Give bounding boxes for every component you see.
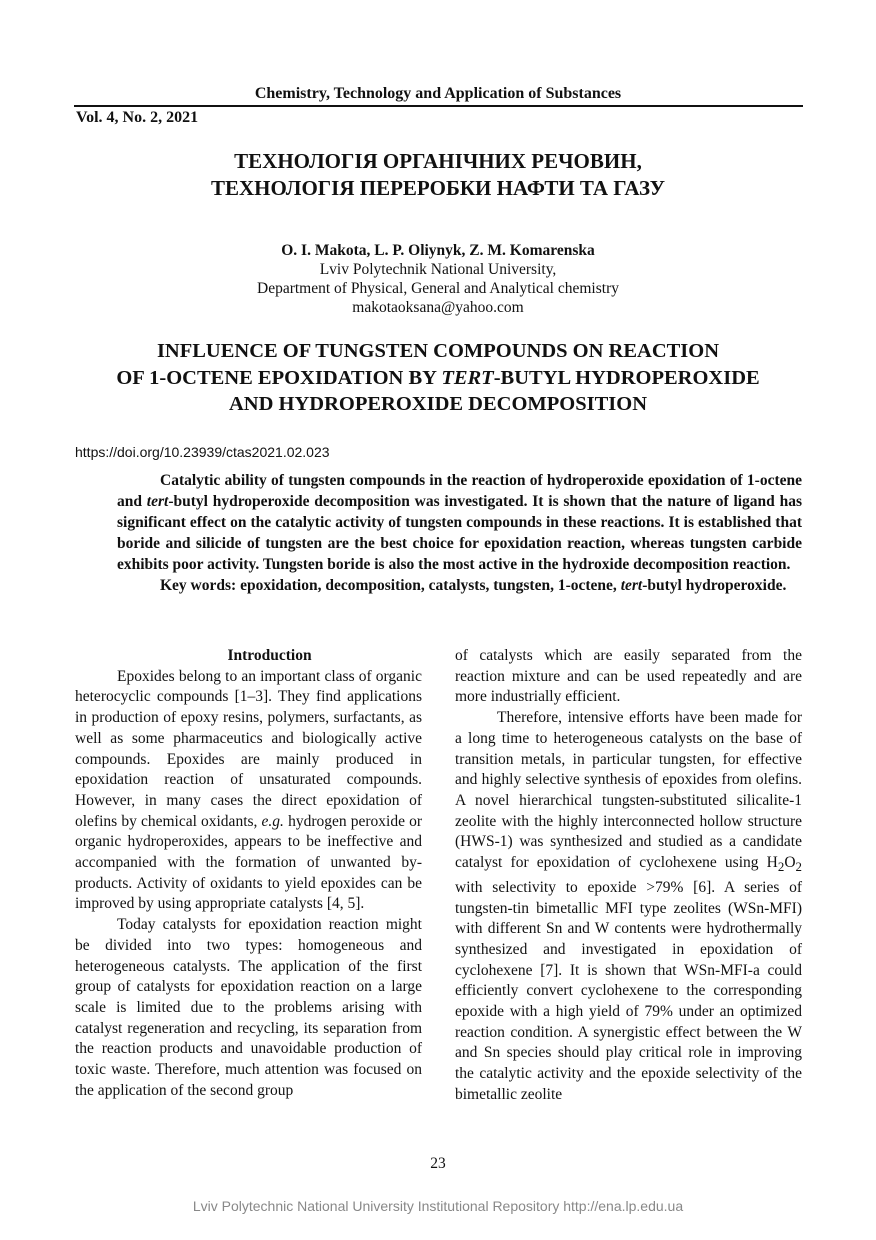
- doi-link[interactable]: https://doi.org/10.23939/ctas2021.02.023: [75, 444, 330, 460]
- right-column: [455, 646, 802, 1106]
- left-paragraph-1: Epoxides belong to an important class of organic heterocyclic compounds [1–3]. They find applications in production of epoxy resins, polymers, surfactants, as well as some pharmaceutics and biologically active compounds. Epoxides are mainly produced in epoxidation reaction of unsaturated compounds. However, in many cases the direct epoxidation of olefins by chemical oxidants, e.g. hydrogen peroxide or organic hydroperoxides, appears to be ineffective and accompanied with the formation of unwanted by-products. Activity of oxidants to yield epoxides can be improved by using appropriate catalysts [4, 5].: [75, 667, 422, 913]
- page-number: 23: [430, 1155, 446, 1172]
- author-names: O. I. Makota, L. P. Oliynyk, Z. M. Komarenska: [281, 242, 595, 259]
- keywords: Key words: epoxidation, decomposition, catalysts, tungsten, 1-octene, tert-butyl hydroperoxide.: [160, 577, 787, 594]
- affiliation-department: Department of Physical, General and Analytical chemistry: [257, 280, 619, 297]
- author-email: makotaoksana@yahoo.com: [352, 299, 524, 316]
- introduction-heading: Introduction: [227, 647, 312, 664]
- paper-title-line-2: OF 1-OCTENE EPOXIDATION BY TERT-BUTYL HYDROPEROXIDE: [116, 366, 760, 389]
- paper-title-line-3: AND HYDROPEROXIDE DECOMPOSITION: [229, 393, 647, 415]
- right-paragraph-1: of catalysts which are easily separated from the reaction mixture and can be used repeatedly and are more industrially efficient.: [455, 647, 802, 706]
- left-column: [75, 646, 422, 1101]
- author-block: [0, 241, 876, 317]
- abstract-text: Catalytic ability of tungsten compounds in the reaction of hydroperoxide epoxidation of 1-octene and tert-butyl hydroperoxide decomposition was investigated. It is shown that the nature of ligand has significant effect on the catalytic activity of tungsten compounds in these reactions. It is established that boride and silicide of tungsten are the best choice for epoxidation reaction, whereas tungsten carbide exhibits poor activity. Tungsten boride is also the most active in the hydroxide decomposition reaction.: [117, 472, 802, 573]
- affiliation-university: Lviv Polytechnik National University,: [319, 261, 557, 278]
- paper-title-line-1: INFLUENCE OF TUNGSTEN COMPOUNDS ON REACTION: [156, 340, 720, 362]
- journal-name: Chemistry, Technology and Application of Substances: [254, 85, 622, 102]
- left-paragraph-2: Today catalysts for epoxidation reaction might be divided into two types: homogeneous and heterogeneous catalysts. The application of the first group of catalysts for epoxidation reaction on a large scale is limited due to the problems arising with catalyst regeneration and recycling, its separation from the reaction products and unavoidable production of toxic waste. Therefore, much attention was focused on the application of the second group: [75, 916, 422, 1099]
- paper-title: [0, 338, 876, 418]
- abstract: [117, 470, 802, 596]
- repository-footer: Lviv Polytechnic National University Institutional Repository http://ena.lp.edu.ua: [192, 1198, 684, 1214]
- right-paragraph-2: Therefore, intensive efforts have been made for a long time to heterogeneous catalysts on the base of transition metals, in particular tungsten, for effective and highly selective synthesis of epoxides from olefins. A novel hierarchical tungsten-substituted silicalite-1 zeolite with the highly interconnected hollow structure (HWS-1) was synthesized and studied as a candidate catalyst for epoxidation of cyclohexene using $H_2O_2$ with selectivity to epoxide >79% [6]. A series of tungsten-tin bimetallic MFI type zeolites (WSn-MFI) with different Sn and W contents were hydrothermally synthesized and investigated in epoxidation of cyclohexene [7]. It is shown that WSn-MFI-a could efficiently convert cyclohexene to the corresponding epoxide with a high yield of 79% under an optimized reaction condition. A synergistic effect between the W and Sn species should play critical role in improving the catalytic activity and the epoxide selectivity of the bimetallic zeolite: [455, 709, 802, 1103]
- header-rule: [74, 105, 803, 107]
- section-title-line-2: ТЕХНОЛОГІЯ ПЕРЕРОБКИ НАФТИ ТА ГАЗУ: [211, 176, 665, 200]
- section-title-line-1: ТЕХНОЛОГІЯ ОРГАНІЧНИХ РЕЧОВИН,: [234, 149, 642, 173]
- volume-issue: Vol. 4, No. 2, 2021: [76, 109, 199, 126]
- section-title: [0, 148, 876, 202]
